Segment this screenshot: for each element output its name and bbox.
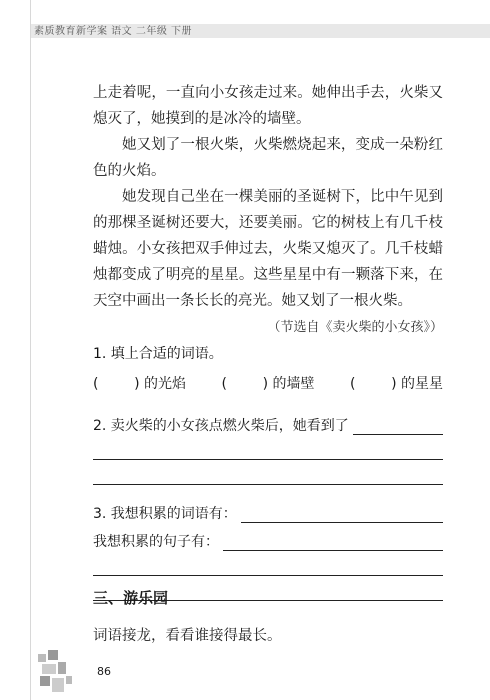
question-3-words <box>93 503 443 523</box>
page-header <box>0 0 490 40</box>
answer-line[interactable] <box>93 460 443 485</box>
answer-line[interactable] <box>93 551 443 576</box>
answer-line[interactable] <box>93 435 443 460</box>
blank-stars[interactable]: ( ) 的星星 <box>350 376 443 392</box>
answer-line[interactable] <box>223 534 443 551</box>
main-content <box>93 80 443 601</box>
passage-paragraph-3: 她发现自己坐在一棵美丽的圣诞树下，比中午见到的那棵圣诞树还要大，还要美丽。它的树枝上有几千枝蜡烛。小女孩把双手伸过去，火柴又熄灭了。几千枝蜡烛都变成了明亮的星星。这些星星中有一颗落下来，在天空中画出一条长长的亮光。她又划了一根火柴。 <box>93 189 443 309</box>
blank-wall[interactable]: ( ) 的墙壁 <box>221 376 315 392</box>
question-2-text: 2. 卖火柴的小女孩点燃火柴后，她看到了 <box>93 418 349 434</box>
question-1: 1. 填上合适的词语。 <box>93 346 223 362</box>
question-3-sentences <box>93 531 443 551</box>
passage-source: （节选自《卖火柴的小女孩》） <box>267 320 443 335</box>
page-number: 86 <box>97 665 111 678</box>
answer-line[interactable] <box>241 506 443 523</box>
margin-rule <box>30 0 31 700</box>
question-2 <box>93 415 443 435</box>
section-title: 三、游乐园 <box>93 589 169 607</box>
header-title: 素质教育新学案 语文 二年级 下册 <box>34 26 193 37</box>
answer-line[interactable] <box>353 418 443 435</box>
passage-paragraph-1: 上走着呢，一直向小女孩走过来。她伸出手去，火柴又熄灭了，她摸到的是冰冷的墙壁。 <box>93 85 443 127</box>
question-1-blanks <box>93 373 443 393</box>
section-description: 词语接龙，看看谁接得最长。 <box>93 628 282 644</box>
corner-decoration-icon <box>36 648 76 696</box>
passage-paragraph-2: 她又划了一根火柴，火柴燃烧起来，变成一朵粉红色的火焰。 <box>93 137 443 179</box>
question-3-words-text: 3. 我想积累的词语有： <box>93 506 237 522</box>
blank-light[interactable]: ( ) 的光焰 <box>93 376 186 392</box>
question-3-sentences-text: 我想积累的句子有： <box>93 534 219 550</box>
